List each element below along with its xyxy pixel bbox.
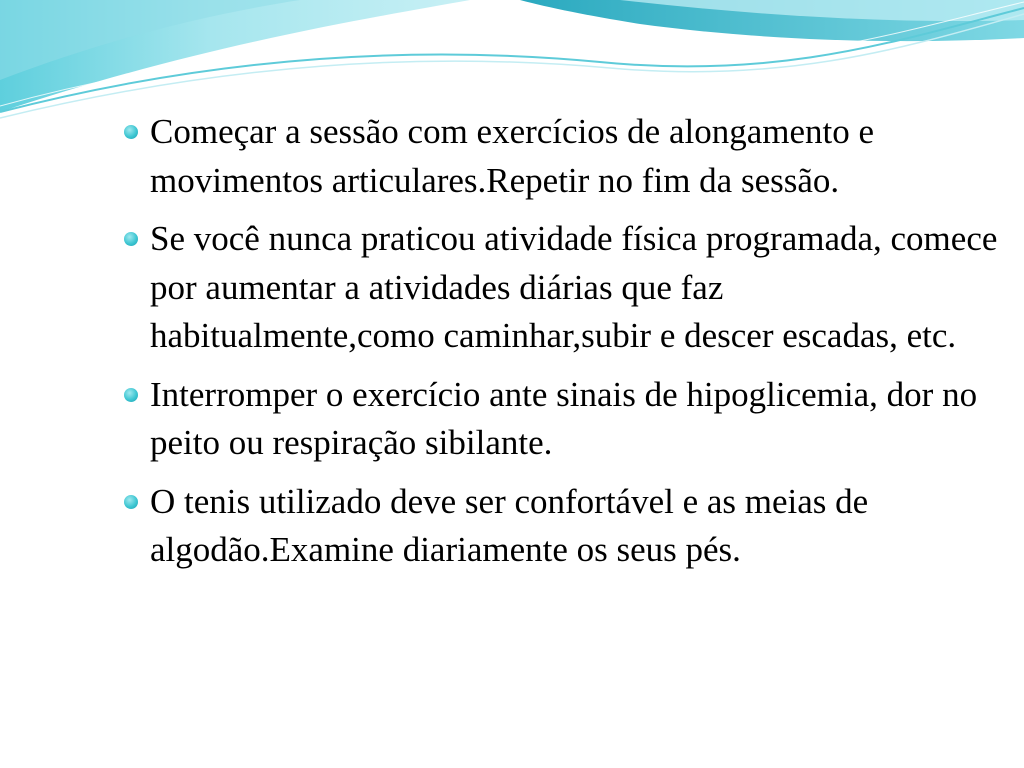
bullet-text: O tenis utilizado deve ser confortável e as meias de algodão.Examine diariamente os seus pés. xyxy=(150,481,869,569)
bullet-item xyxy=(120,478,1000,575)
bullet-item xyxy=(120,108,1000,205)
bullet-text: Se você nunca praticou atividade física programada, comece por aumentar a atividades diárias que faz habitualmente,como caminhar,subir e descer escadas, etc. xyxy=(150,219,998,355)
bullet-item xyxy=(120,371,1000,468)
circle-bullet-icon xyxy=(124,388,138,402)
bullet-item xyxy=(120,215,1000,361)
circle-bullet-icon xyxy=(124,125,138,139)
bullet-text: Começar a sessão com exercícios de alongamento e movimentos articulares.Repetir no fim da sessão. xyxy=(150,112,875,200)
circle-bullet-icon xyxy=(124,495,138,509)
bullet-list xyxy=(120,108,1000,585)
circle-bullet-icon xyxy=(124,232,138,246)
bullet-text: Interromper o exercício ante sinais de hipoglicemia, dor no peito ou respiração sibilante. xyxy=(150,374,978,462)
